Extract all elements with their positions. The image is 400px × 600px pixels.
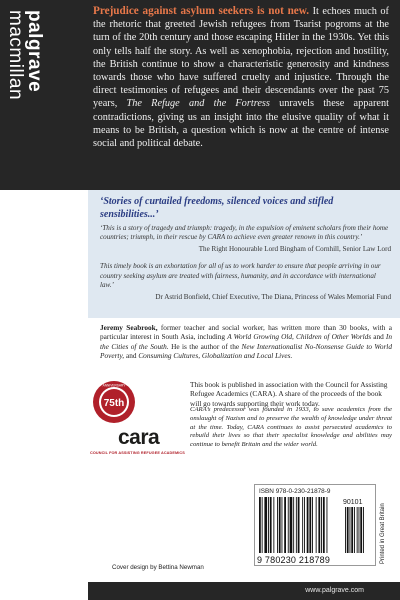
barcode-bar bbox=[277, 497, 278, 553]
barcode-bar bbox=[316, 497, 317, 553]
publisher-url: www.palgrave.com bbox=[305, 587, 364, 594]
barcode-bar bbox=[279, 497, 281, 553]
barcode-bar bbox=[288, 497, 289, 553]
price-barcode-bar bbox=[354, 507, 355, 553]
author-book-title: Consuming Cultures, Globalization and Local Lives. bbox=[138, 351, 293, 361]
logo-line-palgrave: palgrave bbox=[24, 10, 45, 93]
author-bio-text: and bbox=[371, 332, 386, 342]
cover-design-credit: Cover design by Bettina Newman bbox=[112, 564, 204, 571]
barcode-bar bbox=[282, 497, 283, 553]
barcode-bar bbox=[270, 497, 272, 553]
price-code: 90101 bbox=[343, 499, 363, 506]
barcode-bar bbox=[323, 497, 325, 553]
badge-label: ANNIVERSARY bbox=[102, 383, 126, 388]
quote-text: ‘This is a story of tragedy and triumph: tragedy, in the expulsion of eminent scholars from their home countries; triumph, in their rescue by CARA to achieve even greater renown in this country.’ bbox=[100, 224, 389, 242]
author-bio-text: former teacher and social worker, has written more than 30 books, with a particular interest in South Asia, including bbox=[100, 323, 392, 342]
cara-logo bbox=[88, 372, 198, 472]
barcode-box bbox=[254, 484, 376, 566]
barcode-bar bbox=[312, 497, 313, 553]
price-barcode-bar bbox=[360, 507, 362, 553]
cara-wordmark: cara bbox=[118, 426, 160, 449]
quote-attribution: Dr Astrid Bonfield, Chief Executive, The Diana, Princess of Wales Memorial Fund bbox=[155, 293, 391, 302]
book-blurb bbox=[93, 5, 389, 150]
barcode-bar bbox=[262, 497, 263, 553]
price-barcode-bar bbox=[363, 507, 364, 553]
barcode-bar bbox=[290, 497, 293, 553]
badge-number: 75th bbox=[103, 398, 125, 409]
price-barcode-bar bbox=[345, 507, 346, 553]
barcode-bar bbox=[268, 497, 269, 553]
barcode-bar bbox=[327, 497, 328, 553]
barcode-bar bbox=[296, 497, 297, 553]
quote-attribution: The Right Honourable Lord Bingham of Cornhill, Senior Law Lord bbox=[198, 245, 391, 254]
price-barcode-bar bbox=[350, 507, 351, 553]
quotes-panel bbox=[88, 190, 400, 318]
quotes-heading: ‘Stories of curtailed freedoms, silenced voices and stifled sensibilities...’ bbox=[100, 196, 334, 220]
author-book-title: New Internationalist No-Nonsense Guide to World Poverty, bbox=[100, 341, 392, 361]
footer-bar bbox=[88, 582, 400, 600]
cara-history-text: CARA’s predecessor was founded in 1933, to save academics from the onslaught of Nazism and to preserve the wealth of knowledge under threat at the time. Today, CARA continues to assist persecuted academics to rebuild their lives so that their specialist knowledge and abilities may continue to benefit Britain and the wider world. bbox=[190, 406, 392, 449]
barcode-bar bbox=[307, 497, 309, 553]
author-bio-text: and bbox=[124, 351, 139, 361]
barcode-number: 9 780230 218789 bbox=[257, 555, 331, 565]
blurb-lead: Prejudice against asylum seekers is not new. bbox=[93, 5, 310, 17]
cara-subtitle: COUNCIL FOR ASSISTING REFUGEE ACADEMICS bbox=[90, 451, 185, 455]
quote-text: This timely book is an exhortation for all of us to work harder to ensure that people arriving in our country seeking asylum are treated with fairness, humanity, and in accordance with international law.’ bbox=[100, 262, 381, 289]
price-barcode-bar bbox=[359, 507, 360, 553]
logo-line-macmillan: macmillan bbox=[5, 10, 26, 101]
barcode-bar bbox=[293, 497, 294, 553]
anniversary-badge-icon bbox=[92, 380, 136, 424]
barcode-bar bbox=[302, 497, 303, 553]
author-bio-text: He is the author of the bbox=[168, 341, 242, 351]
price-barcode-bar bbox=[347, 507, 349, 553]
barcode-bar bbox=[298, 497, 300, 553]
barcode-bar bbox=[304, 497, 305, 553]
barcode-bar bbox=[284, 497, 286, 553]
author-book-title: In the Cities of the South. bbox=[100, 332, 392, 351]
blurb-part2: unravels these apparent contradictions, giving us an insight into the elusive quality of what it means to be British, a question which is now at the centre of intense social and political debate. bbox=[93, 98, 390, 150]
blurb-book-title: The Refuge and the Fortress bbox=[126, 98, 270, 110]
blurb-part1: It echoes much of the rhetoric that greeted Jewish refugees from Tsarist pogroms at the turn of the 20th century and those escaping Hitler in the 1930s. Yet this only tells half the story. As well as xenophobia, rejection and hostility, the British continue to show a characteristic generosity and kindness towards those who have suffered cruelty and injustice. Through the direct testimonies of refugees and their descendants over the past 75 years, bbox=[93, 6, 389, 110]
barcode-bar bbox=[318, 497, 320, 553]
author-bio bbox=[100, 323, 392, 361]
top-panel bbox=[0, 0, 400, 190]
isbn-label: ISBN 978-0-230-21878-9 bbox=[259, 488, 331, 495]
barcode-icon bbox=[259, 497, 373, 555]
price-barcode-bar bbox=[357, 507, 358, 553]
barcode-bar bbox=[321, 497, 322, 553]
barcode-bar bbox=[264, 497, 267, 553]
barcode-bar bbox=[259, 497, 261, 553]
printed-in-label: Printed in Great Britain bbox=[380, 503, 386, 564]
price-barcode-bar bbox=[351, 507, 353, 553]
author-book-title: A World Growing Old, Children of Other Worlds bbox=[227, 332, 372, 342]
barcode-bar bbox=[273, 497, 274, 553]
barcode-bar bbox=[309, 497, 311, 553]
publisher-logo bbox=[0, 0, 88, 190]
author-name: Jeremy Seabrook, bbox=[100, 323, 158, 332]
association-text: This book is published in association with the Council for Assisting Refugee Academics (CARA). A share of the proceeds of the book will go towards supporting their work today. bbox=[190, 380, 388, 408]
